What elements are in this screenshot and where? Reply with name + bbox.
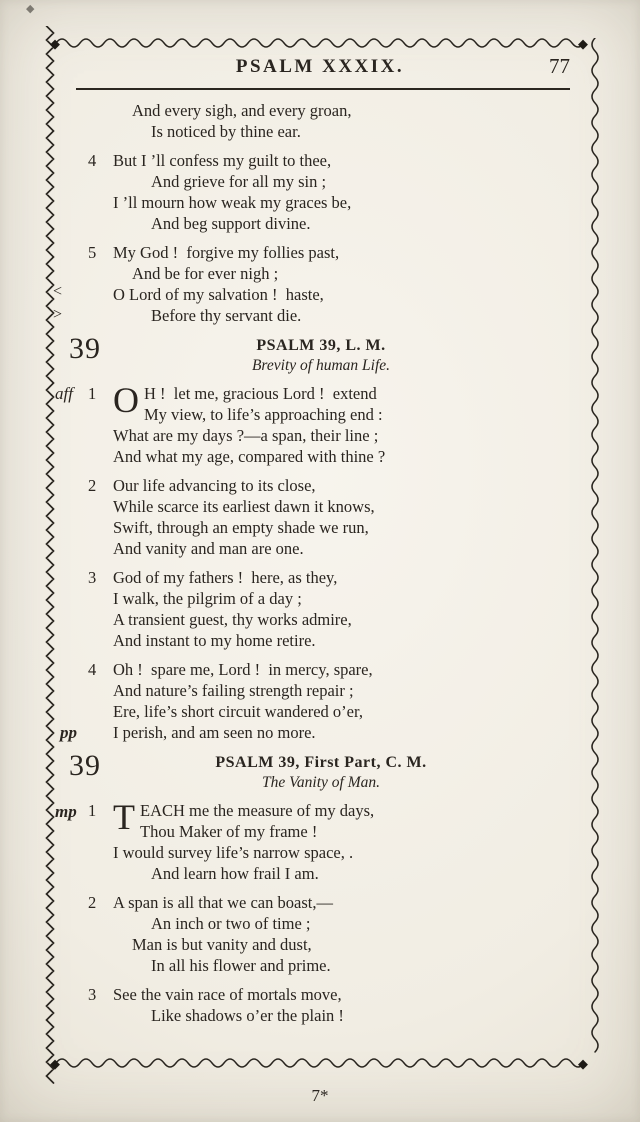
verse-line: H ! let me, gracious Lord ! extend bbox=[144, 384, 377, 403]
verse-line: I walk, the pilgrim of a day ; bbox=[113, 589, 302, 608]
border-left-ornament bbox=[43, 26, 57, 1088]
running-title: PSALM XXXIX. bbox=[235, 56, 405, 77]
verse-line: EACH me the measure of my days, bbox=[140, 801, 375, 820]
drop-cap: O bbox=[113, 380, 139, 420]
corner-diamond-bottom-left-icon: ◆ bbox=[50, 1056, 60, 1071]
verse-line: Man is but vanity and dust, bbox=[132, 935, 312, 954]
verse-line: And what my age, compared with thine ? bbox=[113, 447, 386, 466]
verse-line: A transient guest, thy works admire, bbox=[113, 610, 352, 629]
verse-line: I would survey life’s narrow space, . bbox=[113, 843, 354, 862]
verse-number: 2 bbox=[88, 476, 97, 495]
verse-line: And nature’s failing strength repair ; bbox=[113, 681, 354, 700]
verse-line: Thou Maker of my frame ! bbox=[140, 822, 318, 841]
decrescendo-mark: > bbox=[53, 306, 63, 323]
verse-line: An inch or two of time ; bbox=[151, 914, 311, 933]
stanza bbox=[88, 892, 565, 976]
verse-line: O Lord of my salvation ! haste, bbox=[113, 285, 324, 304]
verse-line: But I ’ll confess my guilt to thee, bbox=[113, 151, 332, 170]
verse-line: Our life advancing to its close, bbox=[113, 476, 316, 495]
border-right-ornament bbox=[588, 38, 602, 1056]
page-header bbox=[0, 56, 640, 78]
stanza bbox=[113, 100, 565, 142]
verse-line: A span is all that we can boast,— bbox=[113, 893, 333, 912]
signature-mark: 7* bbox=[311, 1086, 329, 1105]
dynamic-mark-aff: aff bbox=[55, 384, 73, 403]
verse-line: Is noticed by thine ear. bbox=[151, 122, 301, 141]
page-edge-ornament-icon: ◆ bbox=[26, 3, 35, 15]
verse-number: 1 bbox=[88, 801, 97, 820]
header-rule bbox=[76, 88, 570, 90]
verse-number: 3 bbox=[88, 568, 97, 587]
margin-psalm-number: 39 bbox=[69, 749, 101, 782]
corner-diamond-top-right-icon: ◆ bbox=[578, 36, 588, 51]
corner-diamond-bottom-right-icon: ◆ bbox=[578, 1056, 588, 1071]
drop-cap: T bbox=[113, 797, 135, 837]
page-footer bbox=[0, 1086, 640, 1106]
stanza bbox=[88, 475, 565, 559]
stanza bbox=[88, 567, 565, 651]
verse-line: And beg support divine. bbox=[151, 214, 311, 233]
verse-number: 2 bbox=[88, 893, 97, 912]
verse-number: 4 bbox=[88, 660, 97, 679]
border-top-ornament bbox=[56, 36, 584, 50]
verse-line: And learn how frail I am. bbox=[151, 864, 319, 883]
verse-line: Like shadows o’er the plain ! bbox=[151, 1006, 344, 1025]
verse-number: 1 bbox=[88, 384, 97, 403]
verse-line: Ere, life’s short circuit wandered o’er, bbox=[113, 702, 363, 721]
text-column bbox=[53, 100, 565, 1034]
verse-line: Before thy servant die. bbox=[151, 306, 302, 325]
verse-line: God of my fathers ! here, as they, bbox=[113, 568, 338, 587]
verse-number: 4 bbox=[88, 151, 97, 170]
stanza bbox=[55, 797, 565, 884]
stanza bbox=[88, 984, 565, 1026]
stanza bbox=[60, 659, 565, 743]
verse-line: And every sigh, and every groan, bbox=[132, 101, 352, 120]
verse-number: 5 bbox=[88, 243, 97, 262]
verse-line: In all his flower and prime. bbox=[151, 956, 331, 975]
verse-line: And instant to my home retire. bbox=[113, 631, 316, 650]
psalm-subtitle: The Vanity of Man. bbox=[262, 774, 380, 791]
verse-line: And grieve for all my sin ; bbox=[151, 172, 327, 191]
verse-line: I ’ll mourn how weak my graces be, bbox=[113, 193, 352, 212]
verse-line: See the vain race of mortals move, bbox=[113, 985, 342, 1004]
stanza bbox=[55, 380, 565, 467]
stanza bbox=[88, 150, 565, 234]
corner-diamond-top-left-icon: ◆ bbox=[50, 36, 60, 51]
stanza bbox=[53, 242, 565, 326]
verse-number: 3 bbox=[88, 985, 97, 1004]
crescendo-mark: < bbox=[53, 283, 63, 300]
verse-line: While scarce its earliest dawn it knows, bbox=[113, 497, 375, 516]
psalm-title: PSALM 39, L. M. bbox=[256, 337, 386, 354]
dynamic-mark-mp: mp bbox=[55, 802, 77, 821]
page-number: 77 bbox=[549, 54, 570, 78]
verse-line: I perish, and am seen no more. bbox=[113, 723, 316, 742]
border-bottom-ornament bbox=[56, 1056, 584, 1070]
verse-line: And be for ever nigh ; bbox=[132, 264, 279, 283]
verse-line: My God ! forgive my follies past, bbox=[113, 243, 340, 262]
psalm-heading-block bbox=[69, 332, 529, 375]
psalm-subtitle: Brevity of human Life. bbox=[251, 357, 391, 374]
dynamic-mark-pp: pp bbox=[60, 723, 77, 742]
psalm-heading-block bbox=[69, 749, 529, 792]
verse-line: What are my days ?—a span, their line ; bbox=[113, 426, 379, 445]
verse-line: Oh ! spare me, Lord ! in mercy, spare, bbox=[113, 660, 373, 679]
verse-line: And vanity and man are one. bbox=[113, 539, 304, 558]
margin-psalm-number: 39 bbox=[69, 332, 101, 365]
psalm-title: PSALM 39, First Part, C. M. bbox=[215, 754, 427, 771]
verse-line: Swift, through an empty shade we run, bbox=[113, 518, 369, 537]
verse-line: My view, to life’s approaching end : bbox=[144, 405, 383, 424]
